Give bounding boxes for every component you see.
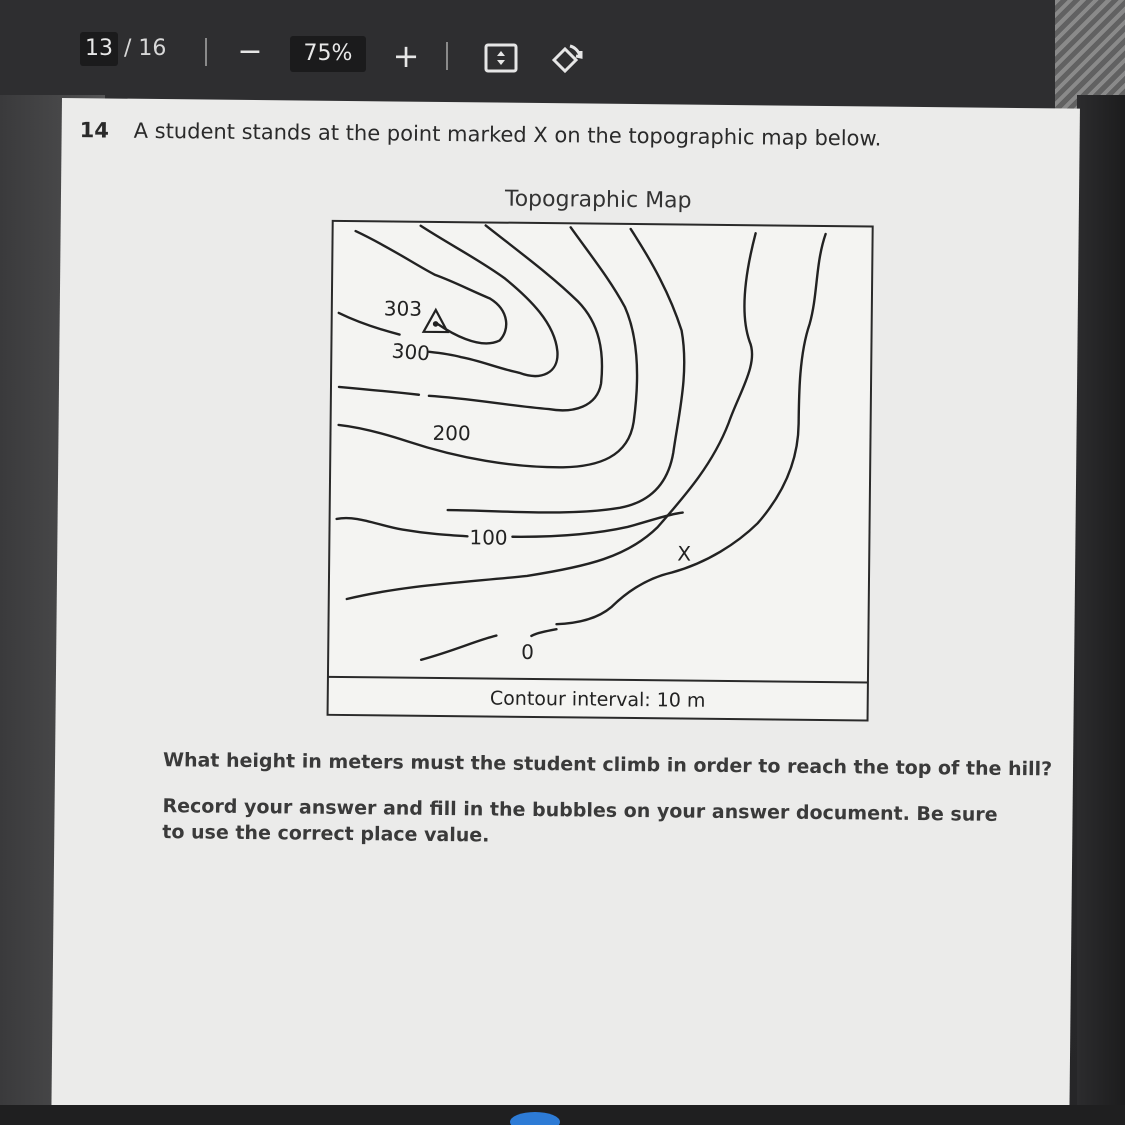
summit-elevation-label: 303 bbox=[383, 296, 423, 321]
contour-label-300: 300 bbox=[390, 338, 431, 366]
zoom-out-button[interactable]: − bbox=[237, 34, 263, 69]
rotate-icon[interactable] bbox=[546, 42, 584, 78]
page-total: / 16 bbox=[124, 36, 167, 61]
fit-page-icon[interactable] bbox=[484, 42, 518, 74]
topographic-map bbox=[326, 219, 876, 725]
right-bezel bbox=[1077, 95, 1125, 1125]
map-title: Topographic Map bbox=[504, 186, 692, 214]
zoom-level[interactable]: 75% bbox=[290, 36, 366, 72]
toolbar-divider bbox=[446, 42, 448, 70]
toolbar-divider bbox=[205, 38, 207, 66]
pdf-toolbar bbox=[0, 0, 1060, 95]
answer-instructions: Record your answer and fill in the bubbles on your answer document. Be sure to use the correct place value. bbox=[162, 795, 998, 847]
question-prompt: What height in meters must the student climb in order to reach the top of the hill? bbox=[162, 749, 1053, 781]
contour-interval-legend: Contour interval: 10 m bbox=[489, 687, 706, 712]
contour-label-200: 200 bbox=[432, 420, 471, 446]
question-text: A student stands at the point marked X on the topographic map below. bbox=[133, 118, 882, 151]
contour-label-0: 0 bbox=[521, 639, 535, 664]
student-x-marker: X bbox=[677, 541, 692, 566]
bottom-bezel bbox=[0, 1105, 1125, 1125]
question-number: 14 bbox=[79, 118, 110, 143]
zoom-in-button[interactable]: + bbox=[392, 37, 420, 75]
page-number-input[interactable]: 13 bbox=[80, 32, 118, 66]
contour-label-100: 100 bbox=[469, 525, 508, 550]
status-indicator bbox=[510, 1112, 560, 1125]
document-page bbox=[51, 98, 1080, 1125]
